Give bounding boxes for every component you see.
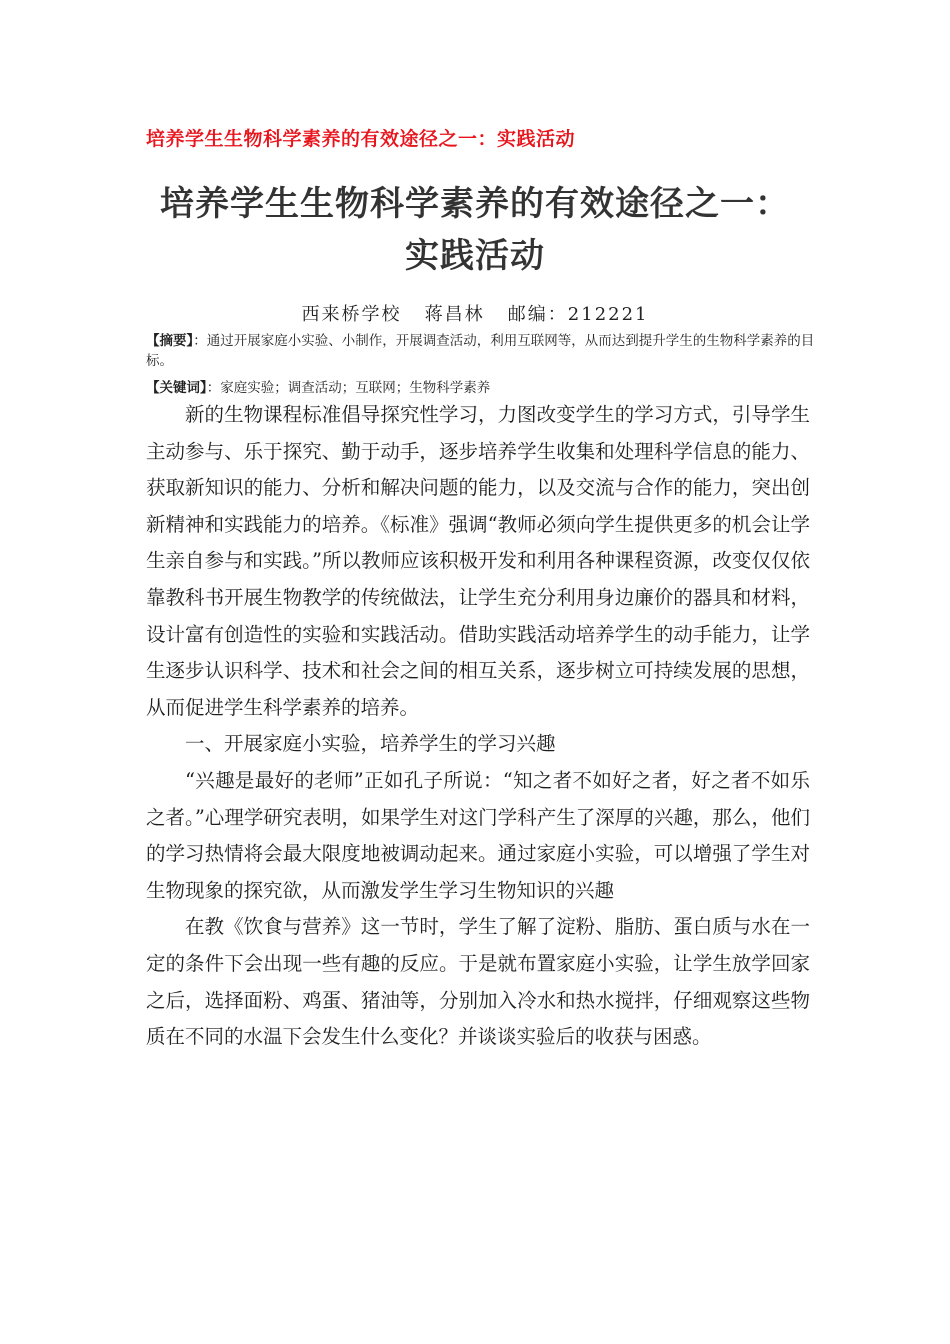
abstract-label: 【摘要】 bbox=[146, 333, 194, 349]
section-heading: 一、开展家庭小实验，培养学生的学习兴趣 bbox=[185, 732, 556, 756]
paragraph-interest: “兴趣是最好的老师”正如孔子所说：“知之者不如好之者，好之者不如乐之者。”心理学研究表明，如果学生对这门学科产生了深厚的兴趣，那么，他们的学习热情将会最大限度地被调动起来。通过家庭小实验，可以增强了学生对生物现象的探究欲，从而激发学生学习生物知识的兴趣 bbox=[146, 768, 810, 902]
abstract bbox=[146, 331, 816, 371]
paragraph-example: 在教《饮食与营养》这一节时，学生了解了淀粉、脂肪、蛋白质与水在一定的条件下会出现一些有趣的反应。于是就布置家庭小实验，让学生放学回家之后，选择面粉、鸡蛋、猪油等，分别加入冷水和热水搅拌，仔细观察这些物质在不同的水温下会发生什么变化？并谈谈实验后的收获与困惑。 bbox=[146, 915, 810, 1049]
abstract-text: ：通过开展家庭小实验、小制作，开展调查活动，利用互联网等，从而达到提升学生的生物科学素养的目标。 bbox=[146, 333, 815, 369]
running-header-title: 培养学生生物科学素养的有效途径之一：实践活动 bbox=[146, 128, 576, 150]
author-line: 西来桥学校 蒋昌林 邮编：212221 bbox=[301, 304, 649, 325]
main-title-line-2: 实践活动 bbox=[405, 236, 545, 276]
main-title bbox=[100, 178, 850, 282]
keywords-text: ：家庭实验；调查活动；互联网；生物科学素养 bbox=[206, 380, 491, 396]
main-title-line-1: 培养学生生物科学素养的有效途径之一： bbox=[160, 184, 790, 224]
body-text bbox=[146, 397, 810, 1056]
keywords-label: 【关键词】 bbox=[146, 380, 207, 396]
paragraph-intro: 新的生物课程标准倡导探究性学习，力图改变学生的学习方式，引导学生主动参与、乐于探究、勤于动手，逐步培养学生收集和处理科学信息的能力、获取新知识的能力、分析和解决问题的能力，以及交流与合作的能力，突出创新精神和实践能力的培养。《标准》强调“教师必须向学生提供更多的机会让学生亲自参与和实践。”所以教师应该积极开发和利用各种课程资源，改变仅仅依靠教科书开展生物教学的传统做法，让学生充分利用身边廉价的器具和材料，设计富有创造性的实验和实践活动。借助实践活动培养学生的动手能力，让学生逐步认识科学、技术和社会之间的相互关系，逐步树立可持续发展的思想，从而促进学生科学素养的培养。 bbox=[146, 403, 810, 719]
keywords bbox=[146, 378, 816, 398]
